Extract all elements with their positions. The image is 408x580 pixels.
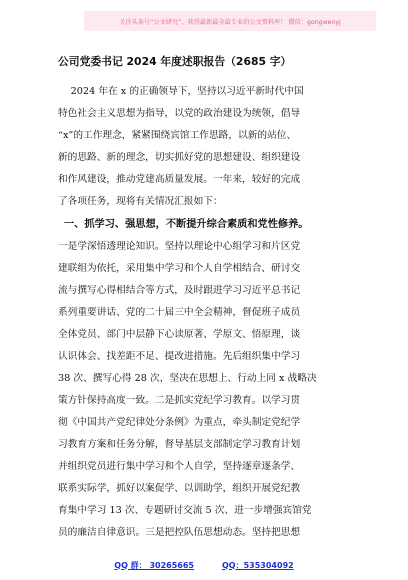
text-line: 育集中学习 13 次、专题研讨交流 5 次、进一步增强宾馆党: [58, 505, 312, 516]
section-paragraph: [58, 236, 354, 544]
text-line: 建联组为依托，采用集中学习和个人自学相结合、研讨交: [58, 263, 301, 274]
text-line: 联系实际学，抓好以案促学、以训助学，组织开展党纪教: [58, 483, 301, 494]
text-line: 员的廉洁自律意识。三是把控队伍思想动态。坚持把思想: [58, 527, 301, 538]
text-line: 和作风建设，推动党建高质量发展。一年来，较好的完成: [58, 174, 301, 185]
text-line: 38 次、撰写心得 28 次，坚决在思想上、行动上同 x 战略决: [58, 373, 317, 384]
text-line: 策方针保持高度一致。二是抓实党纪学习教育。以学习贯: [58, 395, 301, 406]
qq-contact-link[interactable]: QQ：535304092: [222, 560, 294, 570]
intro-paragraph: [58, 81, 354, 213]
section-heading: 一、抓学习、强思想，不断提升综合素质和党性修养。: [64, 219, 309, 230]
promo-banner: 关注头条号“公文研究”，获得最新最全最专业的公文资料库！ 微信：gongwenyj: [84, 11, 376, 31]
text-line: 认识体会、找差距不足、提改进措施。先后组织集中学习: [58, 351, 301, 362]
text-line: “x”的工作理念，紧紧围绕宾馆工作思路，以新的站位、: [58, 130, 297, 141]
text-line: 一是学深悟透理论知识。坚持以理论中心组学习和片区党: [58, 241, 301, 252]
text-line: 并组织党员进行集中学习和个人自学，坚持逐章逐条学、: [58, 461, 301, 472]
document-body: [58, 52, 354, 544]
text-line: 了各项任务，现将有关情况汇报如下：: [58, 196, 223, 207]
contact-footer: [0, 555, 408, 575]
document-title: 公司党委书记 2024 年度述职报告（2685 字）: [58, 55, 292, 68]
text-line: 彻《中国共产党纪律处分条例》为重点，牵头制定党纪学: [58, 417, 301, 428]
text-line: 特色社会主义思想为指导，以党的政治建设为统领，倡导: [58, 108, 301, 119]
text-line: 系列重要讲话、党的二十届三中全会精神，督促班子成员: [58, 307, 301, 318]
text-line: 全体党员、部门中层静下心读原著、学原文、悟原理，谈: [58, 329, 301, 340]
text-line: 流与撰写心得相结合等方式，及时跟进学习习近平总书记: [58, 285, 301, 296]
qq-group-link[interactable]: QQ 群： 30265665: [114, 560, 194, 570]
text-line: 新的思路、新的理念，切实抓好党的思想建设、组织建设: [58, 152, 301, 163]
text-line: 2024 年在 x 的正确领导下，坚持以习近平新时代中国: [70, 86, 304, 97]
text-line: 习教育方案和任务分解，督导基层支部制定学习教育计划: [58, 439, 301, 450]
